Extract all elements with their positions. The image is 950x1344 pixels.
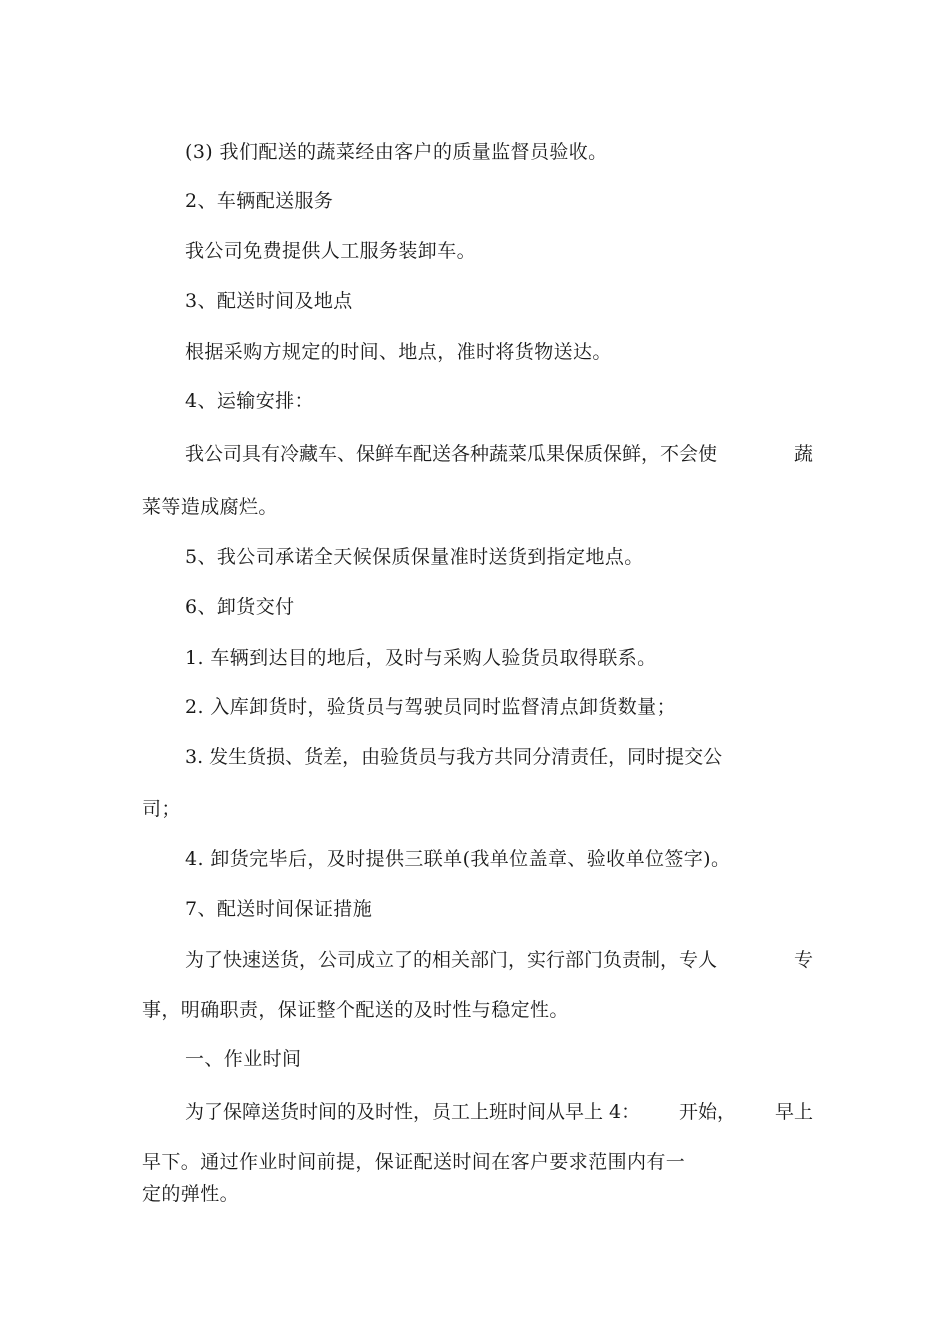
list-item-triplicate-form: 4. 卸货完毕后，及时提供三联单(我单位盖章、验收单位签字)。 bbox=[185, 848, 731, 870]
text-segment: 3. 发生货损、货差，由验货员与我方共同分清责任，同时提交公 bbox=[185, 746, 723, 768]
text-segment: 为了快速送货，公司成立了的相关部门，实行部门负责制，专人 bbox=[185, 949, 718, 971]
heading-transport-arrangement: 4、运输安排： bbox=[185, 390, 314, 412]
paragraph-departments-line1 bbox=[185, 948, 813, 972]
paragraph-work-hours-line2: 早下。通过作业时间前提，保证配送时间在客户要求范围内有一 bbox=[142, 1151, 686, 1173]
text-segment: 开始， bbox=[679, 1101, 737, 1123]
list-item-damage-line1 bbox=[185, 745, 813, 769]
heading-vehicle-delivery: 2、车辆配送服务 bbox=[185, 190, 334, 212]
paragraph-acceptance: (3) 我们配送的蔬菜经由客户的质量监督员验收。 bbox=[185, 141, 608, 163]
list-item-warehouse-unloading: 2. 入库卸货时，验货员与驾驶员同时监督清点卸货数量； bbox=[185, 696, 676, 718]
text-segment: 早上 bbox=[774, 1101, 813, 1123]
text-segment: 我公司具有冷藏车、保鲜车配送各种蔬菜瓜果保质保鲜，不会使 bbox=[185, 443, 718, 465]
list-item-damage-line2: 司； bbox=[142, 798, 181, 820]
paragraph-refrigerated-trucks-line2: 菜等造成腐烂。 bbox=[142, 496, 278, 518]
list-item-arrival: 1. 车辆到达目的地后，及时与采购人验货员取得联系。 bbox=[185, 647, 657, 669]
paragraph-work-hours-line3: 定的弹性。 bbox=[142, 1183, 240, 1205]
paragraph-loading-service: 我公司免费提供人工服务装卸车。 bbox=[185, 240, 477, 262]
heading-unloading-delivery: 6、卸货交付 bbox=[185, 596, 295, 618]
paragraph-work-hours-line1 bbox=[185, 1100, 813, 1124]
text-segment: 为了保障送货时间的及时性，员工上班时间从早上 4： bbox=[185, 1101, 641, 1123]
paragraph-on-time-delivery: 根据采购方规定的时间、地点，准时将货物送达。 bbox=[185, 341, 612, 363]
paragraph-refrigerated-trucks-line1 bbox=[185, 442, 813, 466]
text-segment: 专 bbox=[793, 949, 813, 971]
paragraph-departments-line2: 事，明确职责，保证整个配送的及时性与稳定性。 bbox=[142, 999, 569, 1021]
heading-work-hours: 一、作业时间 bbox=[185, 1048, 302, 1070]
text-segment: 蔬 bbox=[793, 443, 813, 465]
heading-time-guarantee: 7、配送时间保证措施 bbox=[185, 898, 373, 920]
paragraph-commitment: 5、我公司承诺全天候保质保量准时送货到指定地点。 bbox=[185, 546, 644, 568]
heading-time-location: 3、配送时间及地点 bbox=[185, 290, 353, 312]
